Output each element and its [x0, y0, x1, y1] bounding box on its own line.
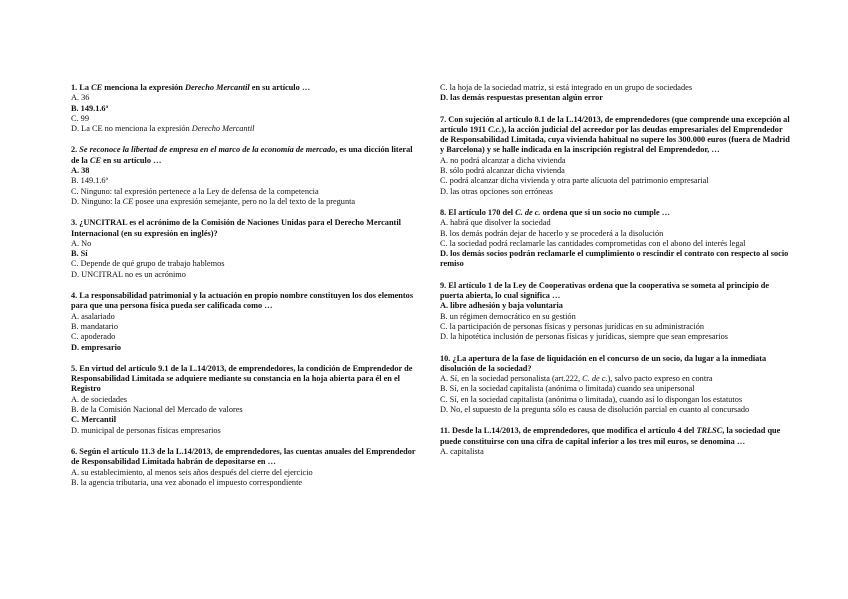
answer-option: C. 99 — [71, 113, 89, 123]
answer-option: B. sólo podrá alcanzar dicha vivienda — [440, 166, 565, 176]
question-stem: 1. La CE menciona la expresión Derecho Mercantil en su artículo … — [71, 83, 311, 92]
question-stem: 7. Con sujeción al artículo 8.1 de la L.14/2013, de emprendedores (que comprende una excepción al artículo 1911 C.c.), la acción judicial del acreedor por las deudas empresariales del Emprendedor de Responsabilidad Limitada, cuya vivienda habitual no supere los 300.000 euros (fuera de Madrid y Barcelona) y se halle indicada en la inscripción registral del Emprendedor, … — [440, 114, 790, 155]
question-block — [440, 208, 790, 270]
question-block — [440, 281, 790, 343]
question-block — [71, 145, 416, 207]
answer-option: D. UNCITRAL no es un acrónimo — [71, 269, 186, 279]
answer-option: D. No, el supuesto de la pregunta sólo es causa de disolución parcial en cuanto al concursado — [440, 405, 750, 415]
answer-option: C. apoderado — [71, 332, 116, 342]
answer-option: D. Ninguno: la CE posee una expresión semejante, pero no la del texto de la pregunta — [71, 196, 356, 206]
question-block — [440, 426, 790, 457]
answer-option-correct: A. libre adhesión y baja voluntaria — [440, 301, 563, 311]
question-block — [71, 291, 416, 353]
right-column — [440, 83, 790, 468]
answer-option: A. su establecimiento, al menos seis años después del cierre del ejercicio — [71, 467, 313, 477]
answer-option: D. La CE no menciona la expresión Derecho Mercantil — [71, 124, 255, 134]
answer-option: C. la participación de personas físicas y personas jurídicas en su administración — [440, 321, 705, 331]
answer-option: A. 36 — [71, 93, 90, 103]
answer-option: A. Sí, en la sociedad personalista (art.222, C. de c.), salvo pacto expreso en contra — [440, 374, 713, 384]
answer-option-correct: B. Sí — [71, 249, 88, 259]
answer-option: A. no podrá alcanzar a dicha vivienda — [440, 155, 566, 165]
answer-option: A. habrá que disolver la sociedad — [440, 218, 551, 228]
answer-option: B. Sí, en la sociedad capitalista (anónima o limitada) cuando sea unipersonal — [440, 384, 695, 394]
answer-option-correct: D. las demás respuestas presentan algún error — [440, 93, 603, 103]
question-block — [440, 83, 790, 104]
answer-option: B. 149.1.6ª — [71, 176, 108, 186]
answer-option: A. de sociedades — [71, 394, 127, 404]
answer-option: B. un régimen democrático en su gestión — [440, 311, 576, 321]
answer-option: B. los demás podrán dejar de hacerlo y se procederá a la disolución — [440, 228, 664, 238]
answer-option: D. las otras opciones son erróneas — [440, 186, 553, 196]
question-block — [71, 83, 416, 134]
answer-option: D. la hipotética inclusión de personas físicas y jurídicas, siempre que sean empresarios — [440, 332, 729, 342]
question-block — [71, 447, 416, 488]
left-column — [71, 83, 416, 499]
answer-option: B. de la Comisión Nacional del Mercado de valores — [71, 405, 243, 415]
answer-option-correct: A. 38 — [71, 166, 90, 176]
answer-option: C. la hoja de la sociedad matriz, si está integrado en un grupo de sociedades — [440, 83, 693, 92]
question-block — [71, 218, 416, 280]
answer-option-correct: C. Mercantil — [71, 415, 117, 425]
answer-option: C. Depende de qué grupo de trabajo hablemos — [71, 259, 225, 269]
question-stem: 9. El artículo 1 de la Ley de Cooperativas ordena que la cooperativa se someta al principio de puerta abierta, lo cual significa … — [440, 280, 770, 301]
answer-option: C. la sociedad podrá reclamarle las cantidades comprometidas con el abono del interés legal — [440, 238, 746, 248]
answer-option-correct: D. empresario — [71, 342, 122, 352]
question-stem: 8. El artículo 170 del C. de c. ordena que si un socio no cumple … — [440, 207, 671, 217]
answer-option: D. municipal de personas físicas empresarios — [71, 425, 221, 435]
question-stem: 2. Se reconoce la libertad de empresa en el marco de la economía de mercado, es una dicción literal de la CE en su artículo … — [71, 145, 413, 165]
answer-option: B. la agencia tributaria, una vez abonado el impuesto correspondiente — [71, 477, 303, 487]
answer-option-correct: B. 149.1.6ª — [71, 103, 109, 113]
question-stem: 4. La responsabilidad patrimonial y la actuación en propio nombre constituyen los dos elementos para que una persona física pueda ser calificada como … — [71, 291, 414, 311]
answer-option: A. capitalista — [440, 446, 484, 456]
question-stem: 3. ¿UNCITRAL es el acrónimo de la Comisión de Naciones Unidas para el Derecho Mercantil Internacional (en su expresión en inglés)? — [71, 218, 401, 238]
question-stem: 11. Desde la L.14/2013, de emprendedores, que modifica el artículo 4 del TRLSC, la sociedad que puede constituirse con una cifra de capital inferior a los tres mil euros, se denomina … — [440, 426, 781, 446]
question-stem: 5. En virtud del artículo 9.1 de la L.14/2013, de emprendedores, la condición de Emprendedor de Responsabilidad Limitada se adquiere mediante su constancia en la hoja abierta para él en el Registro — [71, 363, 413, 394]
question-block — [440, 115, 790, 197]
answer-option: C. Ninguno: tal expresión pertenece a la Ley de defensa de la competencia — [71, 186, 319, 196]
question-block — [71, 364, 416, 436]
answer-option: C. Sí, en la sociedad capitalista (anónima o limitada), cuando así lo dispongan los estatutos — [440, 394, 743, 404]
answer-option-correct: D. los demás socios podrán reclamarle el cumplimiento o rescindir el contrato con respecto al socio remiso — [440, 249, 789, 269]
question-block — [440, 354, 790, 416]
answer-option: A. asalariado — [71, 311, 115, 321]
answer-option: A. No — [71, 238, 92, 248]
question-stem: 6. Según el artículo 11.3 de la L.14/2013, de emprendedores, las cuentas anuales del Emprendedor de Responsabilidad Limitada habrán de depositarse en … — [71, 446, 416, 467]
question-stem: 10. ¿La apertura de la fase de liquidación en el concurso de un socio, da lugar a la inmediata disolución de la sociedad? — [440, 353, 767, 373]
answer-option: B. mandatario — [71, 321, 119, 331]
answer-option: C. podrá alcanzar dicha vivienda y otra parte alícuota del patrimonio empresarial — [440, 176, 709, 186]
